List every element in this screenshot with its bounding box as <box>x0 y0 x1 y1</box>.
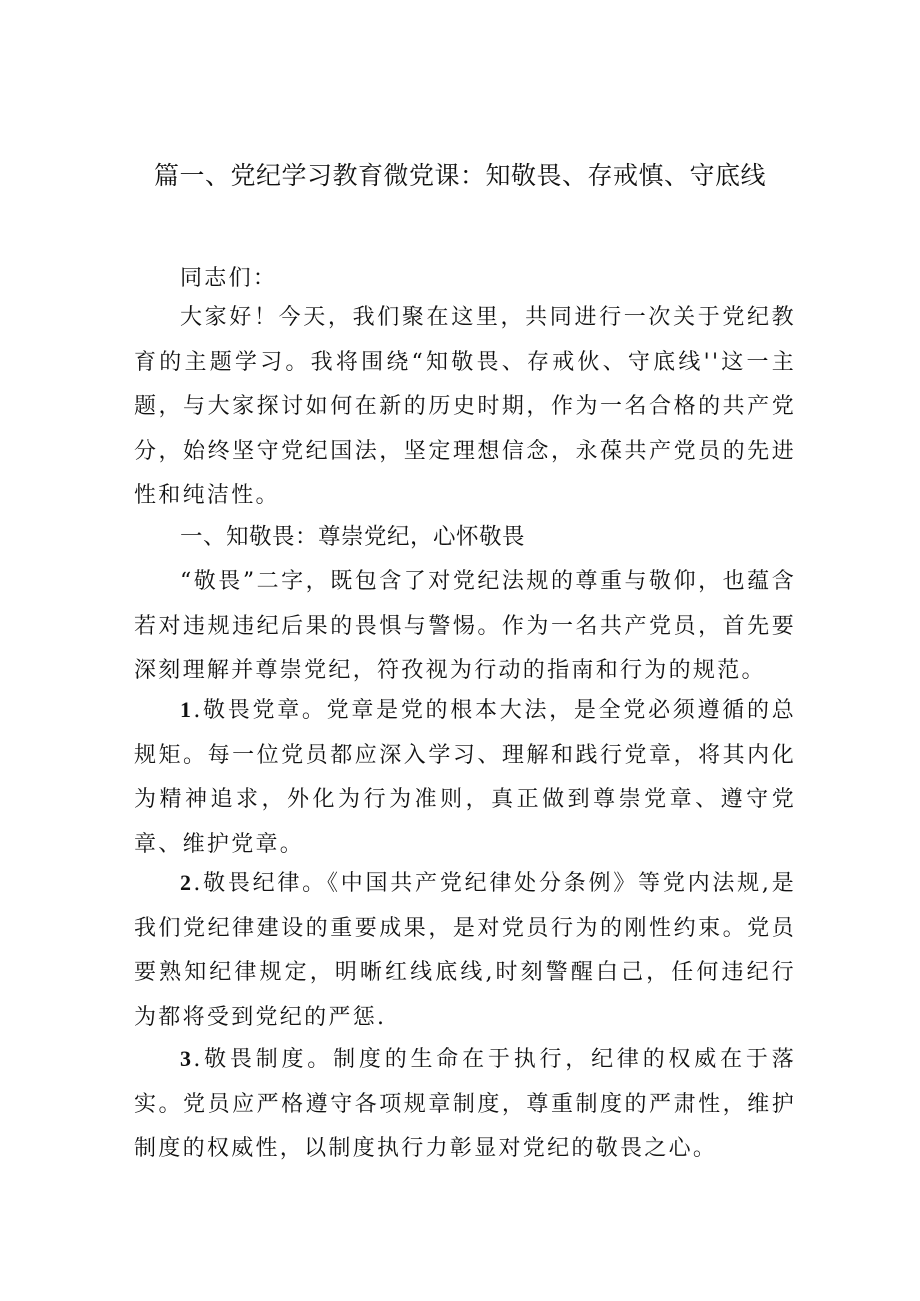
section-paragraph: “敬畏”二字，既包含了对党纪法规的尊重与敬仰，也蕴含若对违规违纪后果的畏惧与警惕。作为一名共产党员，首先要深刻理解并尊崇党纪，符孜视为行动的指南和行为的规范。 <box>134 569 796 683</box>
section-heading: 一、知敬畏：尊崇党纪，心怀敬畏 <box>180 524 526 550</box>
greeting-paragraph: 同志们： <box>180 266 278 291</box>
item-text: .敬畏纪律。《中国共产党纪律处分条例》等党内法规,是我们党纪律建设的重要成果，是对党员行为的刚性约束。党员要熟知纪律规定，明晰红线底线,时刻警醒白己，任何违纪行为都将受到党纪的严惩. <box>134 871 796 1030</box>
item-text: .敬畏党章。党章是党的根本大法，是全党必须遵循的总规矩。每一位党员都应深入学习、理解和践行党章，将其内化为精神追求，外化为行为准则，真正做到尊崇党章、遵守党章、维护党章。 <box>134 698 796 857</box>
numbered-item <box>134 1037 796 1172</box>
item-number: 1 <box>180 697 194 722</box>
intro-paragraph: 大家好！今天，我们聚在这里，共同进行一次关于党纪教育的主题学习。我将围绕“知敬畏、存戒伙、守底线''这一主题，与大家探讨如何在新的历史时期，作为一名合格的共产党分，始终坚守党纪国法，坚定理想信念，永葆共产党员的先进性和纯洁性。 <box>134 305 796 508</box>
numbered-item <box>134 688 796 867</box>
item-number: 2 <box>180 870 194 895</box>
document-title: 篇一、党纪学习教育微党课：知敬畏、存戒慎、守底线 <box>153 161 766 190</box>
item-text: .敬畏制度。制度的生命在于执行，纪律的权威在于落实。党员应严格遵守各项规章制度，尊重制度的严肃性，维护制度的权威性，以制度执行力彰显对党纪的敬畏之心。 <box>134 1047 796 1161</box>
numbered-item <box>134 861 796 1040</box>
item-number: 3 <box>180 1046 194 1071</box>
